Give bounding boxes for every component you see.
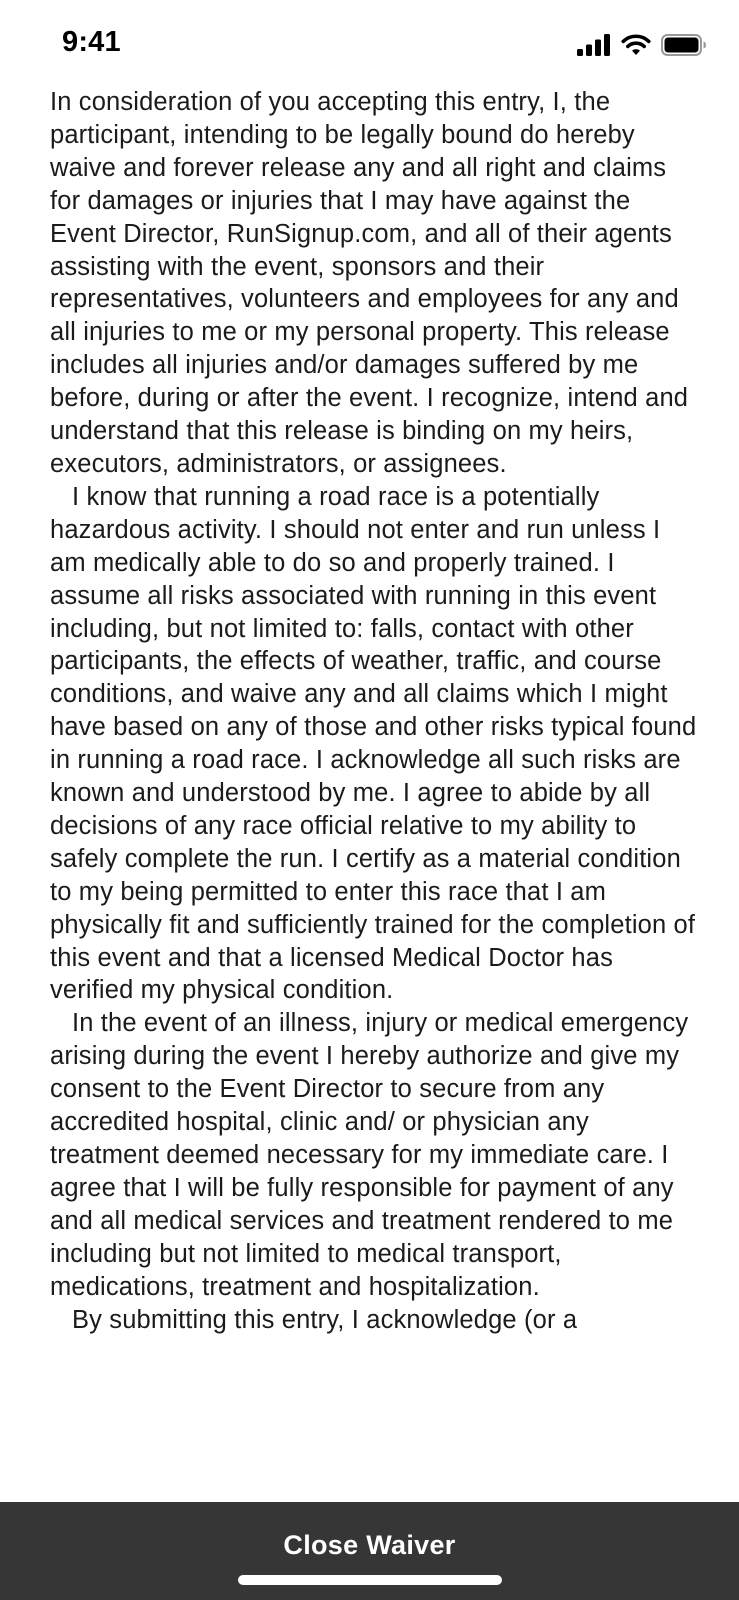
waiver-paragraph-acknowledge: By submitting this entry, I acknowledge (or a <box>72 1305 578 1334</box>
status-icons <box>577 32 707 58</box>
status-time: 9:41 <box>62 26 121 58</box>
close-waiver-label: Close Waiver <box>283 1530 456 1560</box>
home-indicator[interactable] <box>238 1575 502 1585</box>
waiver-paragraph-release: In consideration of you accepting this entry, I, the participant, intending to be legally bound do hereby waive and forever release any and all right and claims for damages or injuries that I may have against the Event Director, RunSignup.com, and all of their agents assisting with the event, sponsors and their representatives, volunteers and employees for any and all injuries to me or my personal property. This release includes all injuries and/or damages suffered by me before, during or after the event. I recognize, intend and understand that this release is binding on my heirs, executors, administrators, or assignees. <box>50 88 689 478</box>
waiver-paragraph-medical: In the event of an illness, injury or medical emergency arising during the event I hereby authorize and give my consent to the Event Director to secure from any accredited hospital, clinic and/ or physician any treatment deemed necessary for my immediate care. I agree that I will be fully responsible for payment of any and all medical services and treatment rendered to me including but not limited to medical transport, medications, treatment and hospitalization. <box>50 1009 689 1301</box>
wifi-icon <box>621 34 651 56</box>
waiver-scroll-area[interactable] <box>0 86 739 1464</box>
bottom-bar <box>0 1502 739 1600</box>
cellular-signal-icon <box>577 34 611 56</box>
waiver-paragraph-risks: I know that running a road race is a potentially hazardous activity. I should not enter and run unless I am medically able to do so and properly trained. I assume all risks associated with running in this event including, but not limited to: falls, contact with other participants, the effects of weather, traffic, and course conditions, and waive any and all claims which I might have based on any of those and other risks typical found in running a road race. I acknowledge all such risks are known and understood by me. I agree to abide by all decisions of any race official relative to my ability to safely complete the run. I certify as a material condition to my being permitted to enter this race that I am physically fit and sufficiently trained for the completion of this event and that a licensed Medical Doctor has verified my physical condition. <box>50 482 697 1005</box>
waiver-text <box>50 86 700 1336</box>
close-waiver-button[interactable] <box>0 1502 739 1600</box>
status-bar <box>0 0 739 92</box>
battery-icon <box>661 34 707 56</box>
